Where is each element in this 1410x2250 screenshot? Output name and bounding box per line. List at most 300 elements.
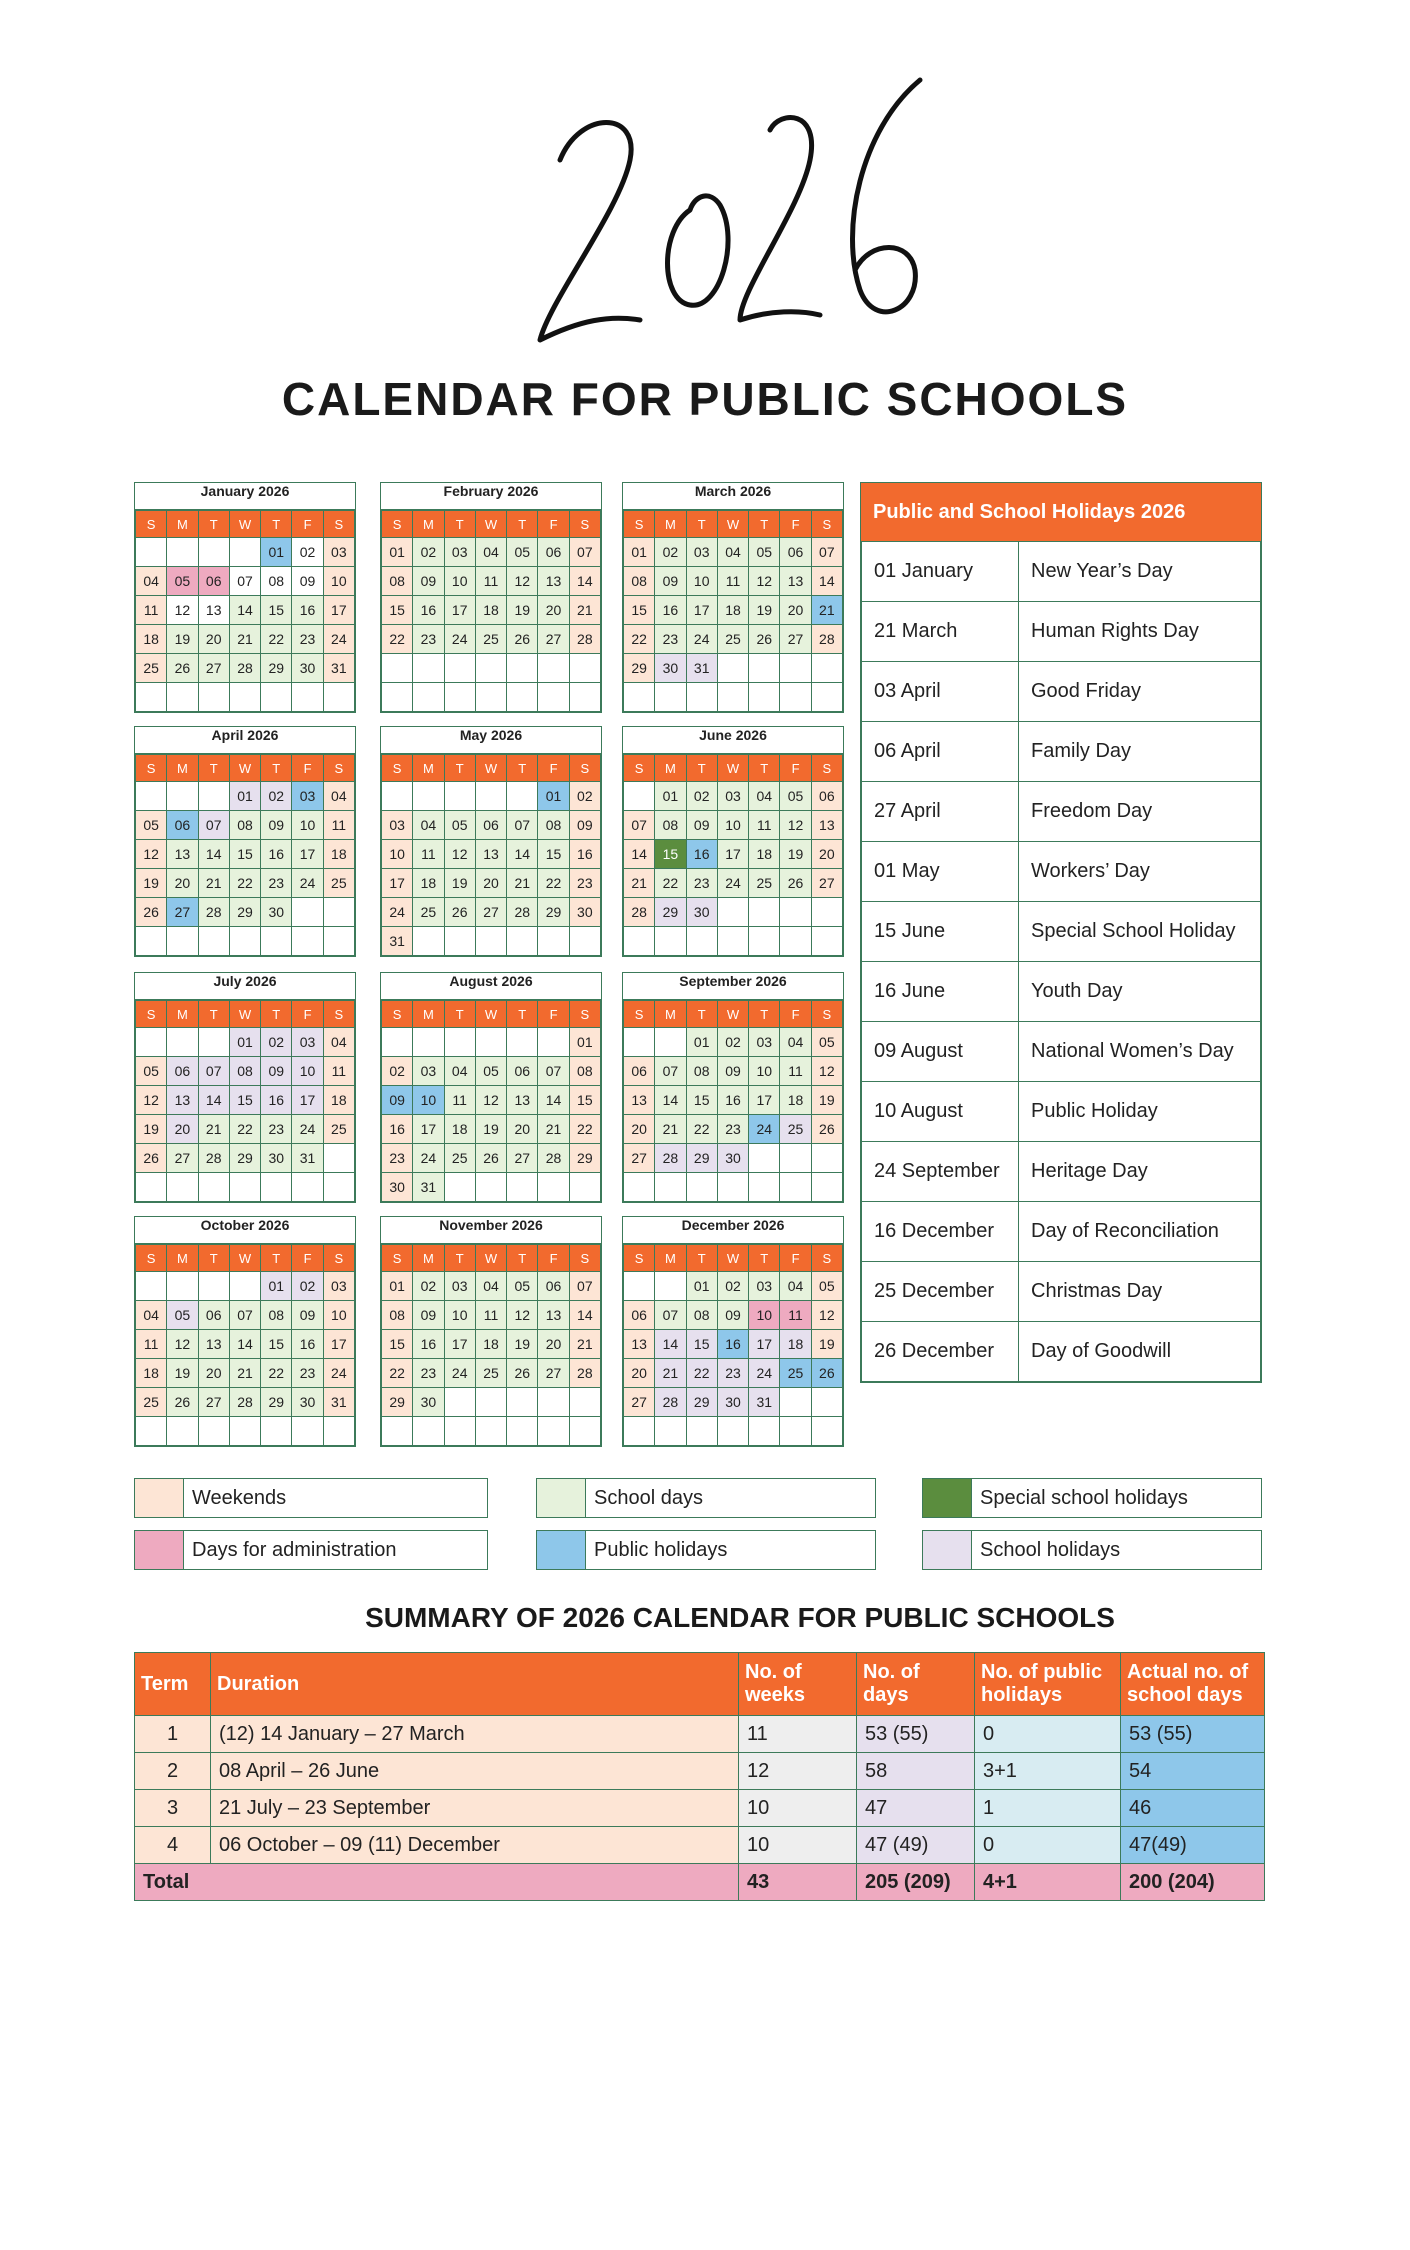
calendar-day: 05 [136, 811, 167, 840]
weekday-header: F [538, 1001, 569, 1028]
calendar-day: 27 [811, 869, 842, 898]
calendar-day: 03 [413, 1057, 444, 1086]
calendar-day: 19 [780, 840, 811, 869]
weekday-header: M [655, 511, 686, 538]
empty-day [717, 1173, 748, 1202]
calendar-day: 08 [624, 567, 655, 596]
calendar-day: 04 [136, 1301, 167, 1330]
empty-day [136, 1173, 167, 1202]
empty-day [198, 1028, 229, 1057]
table-row [135, 1827, 1265, 1864]
holiday-name: Public Holiday [1019, 1082, 1261, 1142]
calendar-day: 01 [624, 538, 655, 567]
calendar-day: 04 [717, 538, 748, 567]
empty-day [780, 898, 811, 927]
calendar-day: 21 [624, 869, 655, 898]
holiday-name: National Women’s Day [1019, 1022, 1261, 1082]
calendar-day: 02 [261, 1028, 292, 1057]
empty-day [413, 654, 444, 683]
calendar-day: 01 [686, 1028, 717, 1057]
calendar-day: 20 [198, 1359, 229, 1388]
empty-day [323, 898, 354, 927]
empty-day [811, 1388, 842, 1417]
calendar-day: 03 [749, 1028, 780, 1057]
month-grid [135, 754, 355, 956]
empty-day [229, 1417, 260, 1446]
holiday-row [862, 1022, 1261, 1082]
empty-day [382, 1028, 413, 1057]
term-cell: 4 [135, 1827, 211, 1864]
calendar-day: 05 [167, 1301, 198, 1330]
empty-day [780, 1173, 811, 1202]
calendar-day: 04 [780, 1028, 811, 1057]
calendar-day: 25 [475, 1359, 506, 1388]
calendar-day: 25 [717, 625, 748, 654]
calendar-day: 06 [780, 538, 811, 567]
legend-label: School holidays [980, 1538, 1121, 1561]
weekday-header: M [167, 755, 198, 782]
calendar-day: 27 [167, 898, 198, 927]
calendar-day: 14 [229, 1330, 260, 1359]
calendar-day: 02 [655, 538, 686, 567]
weekday-header: F [292, 511, 323, 538]
empty-day [444, 654, 475, 683]
calendar-day: 17 [382, 869, 413, 898]
holiday-date: 21 March [862, 602, 1019, 662]
month-title: November 2026 [381, 1217, 601, 1244]
empty-day [538, 1417, 569, 1446]
days-cell: 53 (55) [857, 1716, 975, 1753]
weeks-cell: 12 [739, 1753, 857, 1790]
calendar-day: 25 [136, 1388, 167, 1417]
calendar-day: 17 [686, 596, 717, 625]
weekday-header: M [167, 511, 198, 538]
empty-day [538, 1028, 569, 1057]
holiday-name: Youth Day [1019, 962, 1261, 1022]
calendar-day: 29 [261, 654, 292, 683]
weekday-header: S [382, 755, 413, 782]
calendar-day: 13 [475, 840, 506, 869]
calendar-day: 12 [136, 840, 167, 869]
calendar-day: 09 [261, 811, 292, 840]
calendar-day: 25 [475, 625, 506, 654]
calendar-day: 20 [811, 840, 842, 869]
empty-day [198, 927, 229, 956]
admin-swatch [135, 1531, 184, 1569]
weekday-header: S [136, 1001, 167, 1028]
empty-day [382, 782, 413, 811]
year-script-title [520, 70, 940, 370]
holiday-row [862, 902, 1261, 962]
calendar-day: 12 [444, 840, 475, 869]
empty-day [261, 683, 292, 712]
empty-day [475, 654, 506, 683]
legend-weekends [134, 1478, 488, 1518]
weekday-header: T [444, 1245, 475, 1272]
svg-text:2026: 2026 [727, 359, 733, 361]
empty-day [749, 1173, 780, 1202]
empty-day [382, 1417, 413, 1446]
empty-day [167, 1173, 198, 1202]
calendar-day: 01 [655, 782, 686, 811]
calendar-day: 21 [811, 596, 842, 625]
calendar-day: 02 [686, 782, 717, 811]
calendar-day: 18 [475, 596, 506, 625]
calendar-day: 18 [413, 869, 444, 898]
calendar-day: 29 [538, 898, 569, 927]
calendar-day: 17 [323, 1330, 354, 1359]
calendar-day: 21 [229, 1359, 260, 1388]
empty-day [686, 1173, 717, 1202]
weekday-header: S [624, 755, 655, 782]
empty-day [413, 1028, 444, 1057]
month-april [134, 726, 356, 957]
calendar-day: 01 [229, 1028, 260, 1057]
calendar-day: 16 [569, 840, 600, 869]
calendar-day: 20 [780, 596, 811, 625]
calendar-day: 24 [292, 1115, 323, 1144]
weekday-header: W [717, 1001, 748, 1028]
calendar-day: 02 [413, 538, 444, 567]
empty-day [292, 1417, 323, 1446]
calendar-day: 14 [811, 567, 842, 596]
total-label: Total [135, 1864, 739, 1901]
calendar-day: 01 [261, 1272, 292, 1301]
calendar-day: 17 [292, 840, 323, 869]
empty-day [569, 1388, 600, 1417]
calendar-day: 12 [507, 1301, 538, 1330]
empty-day [538, 654, 569, 683]
holiday-row [862, 962, 1261, 1022]
empty-day [811, 1417, 842, 1446]
calendar-day: 13 [538, 567, 569, 596]
empty-day [292, 927, 323, 956]
calendar-day: 15 [382, 1330, 413, 1359]
calendar-day: 15 [229, 840, 260, 869]
empty-day [475, 1173, 506, 1202]
weeks-cell: 10 [739, 1827, 857, 1864]
empty-day [811, 1144, 842, 1173]
calendar-day: 26 [507, 1359, 538, 1388]
calendar-day: 11 [444, 1086, 475, 1115]
legend-label: Days for administration [192, 1538, 397, 1561]
calendar-day: 17 [717, 840, 748, 869]
empty-day [167, 1028, 198, 1057]
weekday-header: T [507, 511, 538, 538]
legend-school-days [536, 1478, 876, 1518]
weekday-header: W [229, 511, 260, 538]
calendar-day: 18 [136, 1359, 167, 1388]
weekday-header: S [624, 1001, 655, 1028]
calendar-day: 02 [717, 1028, 748, 1057]
calendar-day: 07 [811, 538, 842, 567]
calendar-day: 07 [655, 1301, 686, 1330]
calendar-day: 31 [292, 1144, 323, 1173]
calendar-day: 19 [507, 1330, 538, 1359]
calendar-day: 13 [167, 840, 198, 869]
empty-day [261, 927, 292, 956]
calendar-day: 25 [780, 1359, 811, 1388]
calendar-day: 05 [444, 811, 475, 840]
calendar-day: 06 [167, 1057, 198, 1086]
school-holiday-swatch [923, 1531, 972, 1569]
calendar-day: 15 [261, 1330, 292, 1359]
weekday-header: W [229, 755, 260, 782]
empty-day [780, 683, 811, 712]
calendar-day: 23 [717, 1115, 748, 1144]
calendar-day: 03 [323, 538, 354, 567]
weekday-header: M [167, 1001, 198, 1028]
empty-day [413, 1417, 444, 1446]
month-grid [623, 1244, 843, 1446]
empty-day [507, 782, 538, 811]
calendar-day: 19 [444, 869, 475, 898]
calendar-day: 10 [444, 1301, 475, 1330]
days-cell: 47 [857, 1790, 975, 1827]
holiday-date: 26 December [862, 1322, 1019, 1382]
weekday-header: S [323, 511, 354, 538]
calendar-day: 27 [198, 654, 229, 683]
calendar-day: 03 [717, 782, 748, 811]
calendar-day: 20 [538, 596, 569, 625]
calendar-day: 02 [382, 1057, 413, 1086]
calendar-day: 10 [292, 811, 323, 840]
calendar-day: 21 [569, 1330, 600, 1359]
empty-day [136, 538, 167, 567]
calendar-day: 28 [655, 1144, 686, 1173]
empty-day [507, 683, 538, 712]
calendar-day: 06 [167, 811, 198, 840]
weekday-header: T [261, 1001, 292, 1028]
calendar-day: 31 [749, 1388, 780, 1417]
calendar-day: 05 [507, 1272, 538, 1301]
calendar-day: 15 [686, 1086, 717, 1115]
empty-day [624, 1417, 655, 1446]
month-title: October 2026 [135, 1217, 355, 1244]
month-july [134, 972, 356, 1203]
calendar-day: 05 [811, 1028, 842, 1057]
empty-day [811, 683, 842, 712]
calendar-day: 13 [624, 1086, 655, 1115]
calendar-day: 09 [382, 1086, 413, 1115]
month-grid [135, 1000, 355, 1202]
calendar-day: 04 [413, 811, 444, 840]
calendar-day: 11 [749, 811, 780, 840]
empty-day [569, 1173, 600, 1202]
calendar-day: 27 [198, 1388, 229, 1417]
table-row [135, 1790, 1265, 1827]
weekday-header: S [136, 1245, 167, 1272]
calendar-day: 15 [382, 596, 413, 625]
calendar-day: 20 [167, 1115, 198, 1144]
term-cell: 1 [135, 1716, 211, 1753]
calendar-day: 24 [686, 625, 717, 654]
calendar-day: 23 [261, 1115, 292, 1144]
empty-day [261, 1417, 292, 1446]
calendar-day: 02 [569, 782, 600, 811]
calendar-day: 07 [198, 1057, 229, 1086]
calendar-day: 29 [229, 1144, 260, 1173]
month-march [622, 482, 844, 713]
weekday-header: T [749, 1245, 780, 1272]
calendar-day: 08 [382, 567, 413, 596]
calendar-day: 14 [198, 1086, 229, 1115]
calendar-day: 21 [655, 1115, 686, 1144]
weekday-header: F [538, 1245, 569, 1272]
calendar-day: 10 [413, 1086, 444, 1115]
calendar-day: 16 [717, 1330, 748, 1359]
empty-day [507, 654, 538, 683]
holiday-row [862, 1142, 1261, 1202]
empty-day [538, 1173, 569, 1202]
empty-day [167, 683, 198, 712]
calendar-day: 22 [569, 1115, 600, 1144]
empty-day [136, 1028, 167, 1057]
calendar-day: 29 [655, 898, 686, 927]
calendar-day: 04 [780, 1272, 811, 1301]
calendar-day: 26 [475, 1144, 506, 1173]
calendar-day: 12 [475, 1086, 506, 1115]
calendar-day: 27 [475, 898, 506, 927]
weekday-header: W [717, 755, 748, 782]
calendar-day: 08 [686, 1301, 717, 1330]
month-may [380, 726, 602, 957]
weekday-header: S [811, 1245, 842, 1272]
legend-label: Special school holidays [980, 1486, 1188, 1509]
empty-day [780, 1144, 811, 1173]
holiday-name: Christmas Day [1019, 1262, 1261, 1322]
calendar-day: 10 [323, 567, 354, 596]
calendar-day: 23 [413, 1359, 444, 1388]
empty-day [167, 927, 198, 956]
calendar-day: 21 [198, 1115, 229, 1144]
calendar-day: 08 [655, 811, 686, 840]
calendar-day: 28 [655, 1388, 686, 1417]
calendar-day: 18 [323, 1086, 354, 1115]
empty-day [136, 782, 167, 811]
calendar-day: 09 [717, 1057, 748, 1086]
calendar-day: 07 [569, 1272, 600, 1301]
holiday-name: Workers’ Day [1019, 842, 1261, 902]
calendar-day: 27 [780, 625, 811, 654]
empty-day [507, 1173, 538, 1202]
calendar-day: 28 [811, 625, 842, 654]
calendar-day: 19 [167, 1359, 198, 1388]
calendar-day: 29 [382, 1388, 413, 1417]
calendar-day: 22 [382, 625, 413, 654]
empty-day [198, 782, 229, 811]
days-cell: 58 [857, 1753, 975, 1790]
calendar-day: 09 [717, 1301, 748, 1330]
empty-day [475, 782, 506, 811]
weekday-header: S [323, 755, 354, 782]
weekday-header: S [323, 1001, 354, 1028]
calendar-day: 13 [538, 1301, 569, 1330]
table-row [135, 1753, 1265, 1790]
weekday-header: S [624, 511, 655, 538]
month-title: June 2026 [623, 727, 843, 754]
calendar-day: 22 [655, 869, 686, 898]
calendar-day: 15 [538, 840, 569, 869]
holiday-row [862, 722, 1261, 782]
actual-days-cell: 54 [1121, 1753, 1265, 1790]
empty-day [569, 1417, 600, 1446]
empty-day [569, 927, 600, 956]
calendar-day: 11 [136, 1330, 167, 1359]
calendar-day: 04 [444, 1057, 475, 1086]
month-title: January 2026 [135, 483, 355, 510]
duration-cell: 06 October – 09 (11) December [211, 1827, 739, 1864]
empty-day [811, 898, 842, 927]
empty-day [507, 927, 538, 956]
weekday-header: T [261, 755, 292, 782]
month-grid [135, 510, 355, 712]
calendar-day: 01 [538, 782, 569, 811]
holiday-row [862, 842, 1261, 902]
calendar-day: 11 [323, 811, 354, 840]
calendar-day: 30 [292, 654, 323, 683]
weekday-header: T [507, 755, 538, 782]
holiday-row [862, 1202, 1261, 1262]
calendar-day: 22 [686, 1359, 717, 1388]
calendar-day: 01 [382, 1272, 413, 1301]
weekday-header: W [475, 755, 506, 782]
calendar-day: 31 [686, 654, 717, 683]
empty-day [717, 683, 748, 712]
total-weeks: 43 [739, 1864, 857, 1901]
empty-day [167, 782, 198, 811]
calendar-day: 11 [136, 596, 167, 625]
calendar-day: 27 [624, 1388, 655, 1417]
empty-day [292, 683, 323, 712]
calendar-day: 24 [413, 1144, 444, 1173]
calendar-day: 26 [749, 625, 780, 654]
month-title: August 2026 [381, 973, 601, 1000]
calendar-day: 12 [167, 1330, 198, 1359]
calendar-day: 30 [686, 898, 717, 927]
empty-day [475, 1388, 506, 1417]
weekday-header: F [538, 755, 569, 782]
calendar-day: 30 [717, 1144, 748, 1173]
calendar-day: 09 [686, 811, 717, 840]
calendar-day: 06 [507, 1057, 538, 1086]
weekday-header: W [475, 1245, 506, 1272]
empty-day [717, 1417, 748, 1446]
weekday-header: W [229, 1001, 260, 1028]
weekday-header: M [413, 1001, 444, 1028]
calendar-day: 21 [538, 1115, 569, 1144]
weekday-header: S [382, 511, 413, 538]
calendar-day: 14 [655, 1330, 686, 1359]
calendar-day: 11 [780, 1057, 811, 1086]
calendar-day: 16 [717, 1086, 748, 1115]
empty-day [323, 1144, 354, 1173]
calendar-day: 05 [749, 538, 780, 567]
legend-label: Public holidays [594, 1538, 728, 1561]
empty-day [749, 683, 780, 712]
empty-day [749, 898, 780, 927]
public-holidays-cell: 0 [975, 1827, 1121, 1864]
empty-day [444, 1173, 475, 1202]
duration-cell: 08 April – 26 June [211, 1753, 739, 1790]
empty-day [136, 683, 167, 712]
calendar-day: 15 [655, 840, 686, 869]
calendar-day: 26 [811, 1115, 842, 1144]
calendar-day: 24 [323, 625, 354, 654]
empty-day [749, 654, 780, 683]
empty-day [444, 683, 475, 712]
calendar-day: 20 [167, 869, 198, 898]
